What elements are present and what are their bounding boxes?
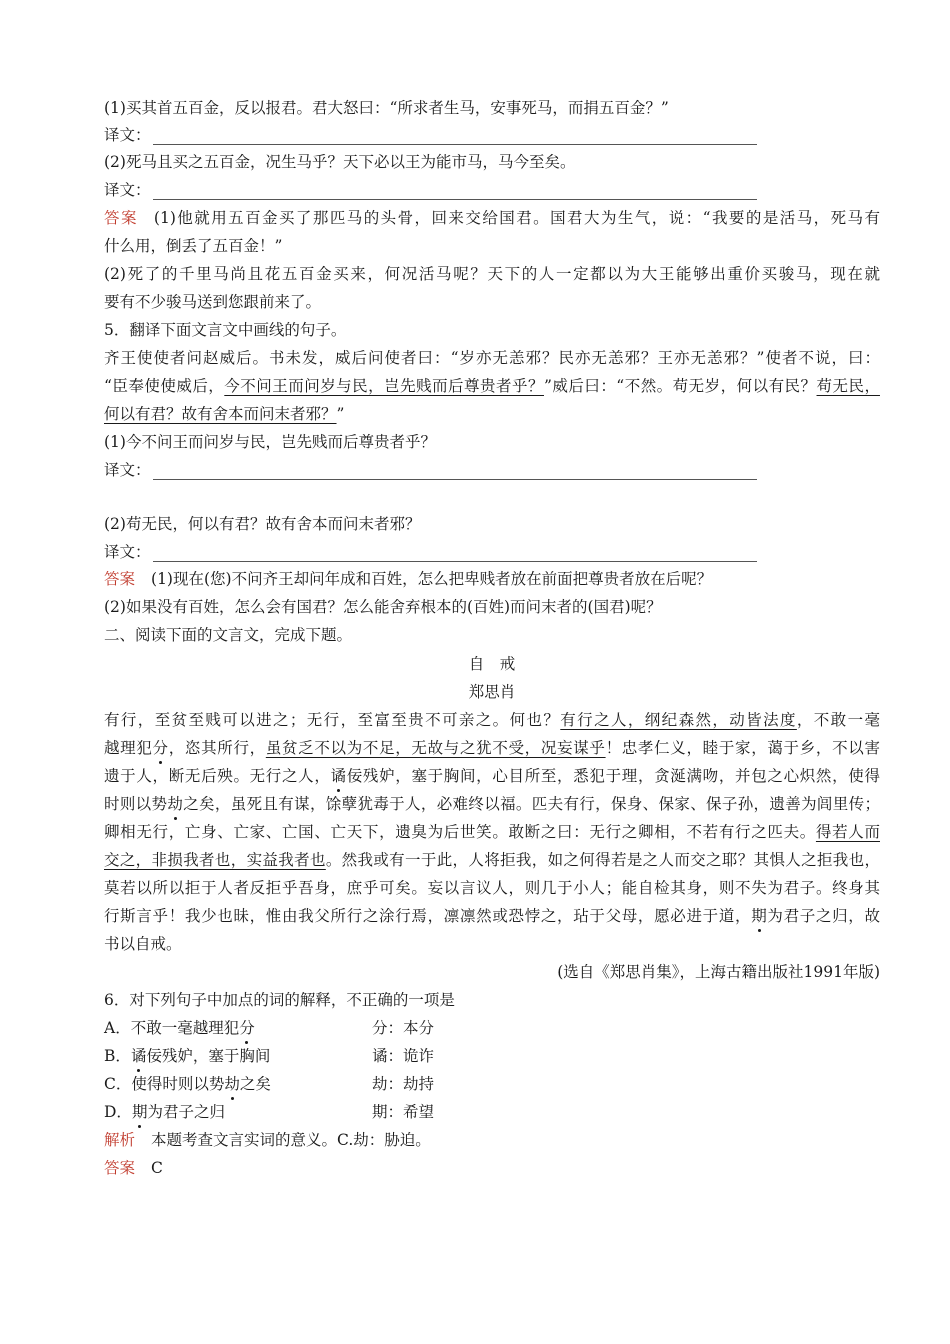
dotted-word: 谲 — [130, 1047, 147, 1065]
dotted-word: 谲 — [330, 767, 347, 785]
answer-label: 答案 — [104, 570, 136, 588]
q6-option-c[interactable]: C．使得时则以势劫之矣 — [104, 1075, 271, 1093]
q6-option-a-gloss: 分：本分 — [372, 1019, 435, 1037]
q5-answer-1: 答案 (1)现在(您)不问齐王却问年成和百姓，怎么把卑贱者放在前面把尊贵者放在后呢？ — [104, 570, 713, 588]
dotted-word: 分 — [239, 1019, 255, 1037]
q5-sentence-2: (2)苟无民，何以有君？故有舍本而问末者邪？ — [104, 515, 421, 533]
q5-translation-label-2: 译文： — [104, 543, 151, 561]
underlined-sentence: 虽贫乏不以为不足，无故与之犹不受，况妄谋乎 — [265, 739, 606, 757]
q5-passage-line-3: 何以有君？故有舍本而问末者邪？” — [104, 405, 345, 423]
q4-answer-2-cont: 要有不少骏马送到您跟前来了。 — [104, 293, 322, 311]
passage-line-9: 书以自戒。 — [104, 935, 182, 953]
q6-option-d-gloss: 期：希望 — [372, 1103, 435, 1121]
q4-answer-line-1 — [153, 144, 757, 145]
passage-line-3: 遗于人，断无后殃。无行之人，谲佞残妒，塞于胸间，心目所至，悉犯于理，贪涎满吻，并包之心炽然，使得 — [104, 767, 880, 785]
q6-option-b-gloss: 谲：诡诈 — [372, 1047, 435, 1065]
answer-label: 答案 — [104, 1159, 136, 1177]
dotted-word: 劫 — [224, 1075, 240, 1093]
q4-answer-1-cont: 什么用，倒丢了五百金！” — [104, 237, 283, 255]
q5-answer-line-2 — [153, 561, 757, 562]
q5-passage-line-1: 齐王使使者问赵威后。书未发，威后问使者曰：“岁亦无恙邪？民亦无恙邪？王亦无恙邪？”使者不说，曰： — [104, 349, 880, 367]
q5-passage-line-2: “臣奉使使威后，今不问王而问岁与民，岂先贱而后尊贵者乎？”威后曰：“不然。苟无岁，何以有民？苟无民， — [104, 377, 880, 395]
q5-translation-label-1: 译文： — [104, 461, 151, 479]
passage-author: 郑思肖 — [468, 683, 516, 701]
q6-option-b[interactable]: B．谲佞残妒，塞于胸间 — [104, 1047, 271, 1065]
answer-label: 答案 — [104, 209, 138, 227]
passage-line-1: 有行，至贫至贱可以进之；无行，至富至贵不可亲之。何也？有行之人，纲纪森然，动皆法度，不敢一毫 — [104, 711, 880, 729]
q6-option-a[interactable]: A．不敢一毫越理犯分 — [104, 1019, 255, 1037]
passage-line-8: 行斯言乎！我少也昧，惟由我父所行之涂行焉，凛凛然或恐悖之，玷于父母，愿必进于道，期为君子之归，故 — [104, 907, 880, 925]
q5-title: 5．翻译下面文言文中画线的句子。 — [104, 321, 347, 339]
q4-answer-1 — [104, 208, 880, 228]
underlined-sentence: 今不问王而问岁与民，岂先贱而后尊贵者乎？ — [224, 377, 544, 395]
q4-translation-label-1: 译文： — [104, 126, 151, 144]
underlined-sentence: 何以有君？故有舍本而问末者邪？ — [104, 405, 337, 423]
dotted-word: 劫 — [167, 795, 184, 813]
passage-title: 自 戒 — [468, 655, 516, 673]
q4-answer-line-2 — [153, 199, 757, 200]
q5-sentence-1: (1)今不问王而问岁与民，岂先贱而后尊贵者乎？ — [104, 433, 436, 451]
dotted-word: 期 — [751, 907, 768, 925]
analysis-label: 解析 — [104, 1131, 136, 1149]
q4-answer-2: (2)死了的千里马尚且花五百金买来，何况活马呢？天下的人一定都以为大王能够出重价买骏马，现在就 — [104, 265, 880, 283]
passage-source: (选自《郑思肖集》，上海古籍出版社1991年版) — [557, 963, 880, 981]
q4-translation-label-2: 译文： — [104, 181, 151, 199]
q5-answer-line-1 — [153, 479, 757, 480]
underlined-sentence: 交之，非损我者也，实益我者也 — [104, 851, 326, 869]
passage-line-6: 交之，非损我者也，实益我者也。然我或有一于此，人将拒我，如之何得若是之人而交之耶？其惧人之拒我也， — [104, 851, 880, 869]
underlined-sentence: 得若人而 — [815, 823, 880, 841]
passage-line-4: 时则以势劫之矣，虽死且有谋，馀孽犹毒于人，必难终以福。匹夫有行，保身、保家、保子孙，遗善为闾里传； — [104, 795, 880, 813]
q6-title: 6．对下列句子中加点的词的解释，不正确的一项是 — [104, 991, 455, 1009]
q4-sentence-2: (2)死马且买之五百金，况生马乎？天下必以王为能市马，马今至矣。 — [104, 153, 576, 171]
dotted-word: 期 — [131, 1103, 148, 1121]
passage-line-2: 越理犯分，恣其所行，虽贫乏不以为不足，无故与之犹不受，况妄谋乎！忠孝仁义，睦于家，蔼于乡，不以害 — [104, 739, 880, 757]
passage-line-5: 卿相无行，亡身、亡家、亡国、亡天下，遗臭为后世笑。敢断之曰：无行之卿相，不若有行之匹夫。得若人而 — [104, 823, 880, 841]
q6-analysis: 解析 本题考查文言实词的意义。C.劫：胁迫。 — [104, 1131, 431, 1149]
q5-answer-2: (2)如果没有百姓，怎么会有国君？怎么能舍弃根本的(百姓)而问末者的(国君)呢？ — [104, 598, 662, 616]
section2-heading: 二、阅读下面的文言文，完成下题。 — [104, 626, 353, 644]
underlined-sentence: 有行之人，纲纪森然，动皆法度 — [560, 711, 797, 729]
answer-text: (1)他就用五百金买了那匹马的头骨，回来交给国君。国君大为生气，说：“我要的是活马，死马有 — [153, 209, 880, 227]
q6-option-c-gloss: 劫：劫持 — [372, 1075, 435, 1093]
dotted-word: 分 — [152, 739, 169, 757]
q4-sentence-1: (1)买其首五百金，反以报君。君大怒曰：“所求者生马，安事死马，而捐五百金？” — [104, 99, 669, 117]
q6-answer: 答案 C — [104, 1159, 163, 1177]
underlined-sentence: 苟无民， — [816, 377, 880, 395]
q6-option-d[interactable]: D．期为君子之归 — [104, 1103, 225, 1121]
passage-line-7: 莫若以所以拒于人者反拒乎吾身，庶乎可矣。妄以言议人，则几于小人；能自检其身，则不失为君子。终身其 — [104, 879, 880, 897]
